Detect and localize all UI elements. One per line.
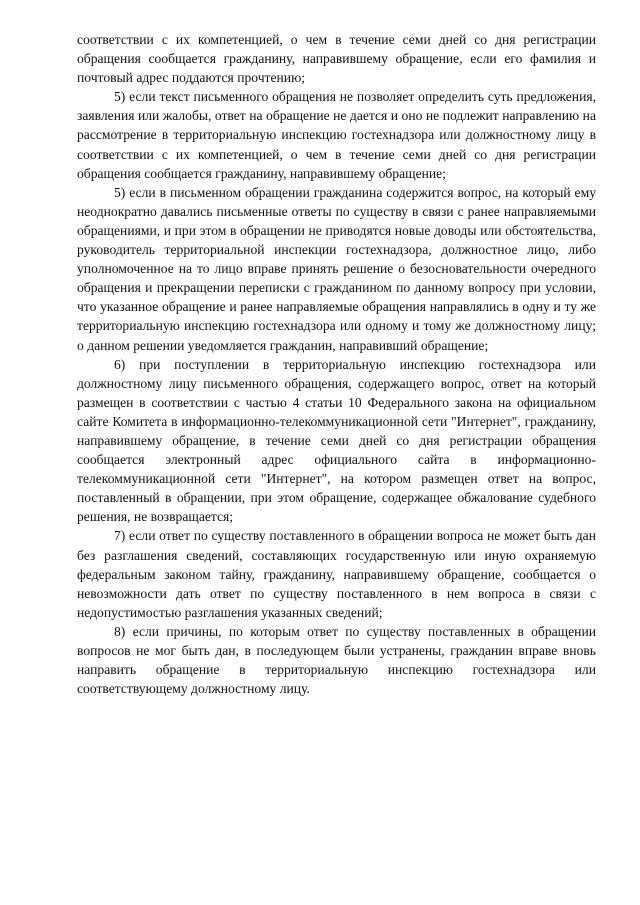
paragraph-continuation: соответствии с их компетенцией, о чем в течение семи дней со дня регистрации обращения сообщается гражданину, направившему обращение, если его фамилия и почтовый адрес поддаются прочтению; bbox=[77, 32, 596, 86]
document-page bbox=[77, 30, 596, 698]
paragraph-item-7-classified-info: 7) если ответ по существу поставленного в обращении вопроса не может быть дан без разглашения сведений, составляющих государственную или иную охраняемую федеральным законом тайну, гражданину, направившему обращение, сообщается о невозможности дать ответ по существу поставленного в нем вопроса в связи с недопустимостью разглашения указанных сведений; bbox=[77, 528, 596, 620]
paragraph-item-8-resubmission: 8) если причины, по которым ответ по существу поставленных в обращении вопросов не мог быть дан, в последующем были устранены, гражданин вправе вновь направить обращение в территориальную инспекцию гостехнадзора или соответствующему должностному лицу. bbox=[77, 623, 596, 697]
paragraph-item-5-repeated-question: 5) если в письменном обращении гражданина содержится вопрос, на который ему неоднократно давались письменные ответы по существу в связи с ранее направляемыми обращениями, и при этом в обращении не приводятся новые доводы или обстоятельства, руководитель территориальной инспекции гостехнадзора, должностное лицо, либо уполномоченное на то лицо вправе принять решение о безосновательности очередного обращения и прекращении переписки с гражданином по данному вопросу при условии, что указанное обращение и ранее направляемые обращения направлялись в одну и ту же территориальную инспекцию гостехнадзора или одному и тому же должностному лицу; о данном решении уведомляется гражданин, направивший обращение; bbox=[77, 184, 596, 353]
paragraph-item-5-unreadable-text: 5) если текст письменного обращения не позволяет определить суть предложения, заявления или жалобы, ответ на обращение не дается и оно не подлежит направлению на рассмотрение в территориальную инспекцию гостехнадзора или должностному лицу в соответствии с их компетенцией, о чем в течение семи дней со дня регистрации обращения сообщается гражданину, направившему обращение; bbox=[77, 89, 596, 181]
paragraph-item-6-published-answer: 6) при поступлении в территориальную инспекцию гостехнадзора или должностному лицу письменного обращения, содержащего вопрос, ответ на который размещен в соответствии с частью 4 статьи 10 Федерального закона на официальном сайте Комитета в информационно-телекоммуникационной сети "Интернет", гражданину, направившему обращение, в течение семи дней со дня регистрации обращения сообщается электронный адрес официального сайта в информационно-телекоммуникационной сети "Интернет", на котором размещен ответ на вопрос, поставленный в обращении, при этом обращение, содержащее обжалование судебного решения, не возвращается; bbox=[77, 356, 596, 525]
